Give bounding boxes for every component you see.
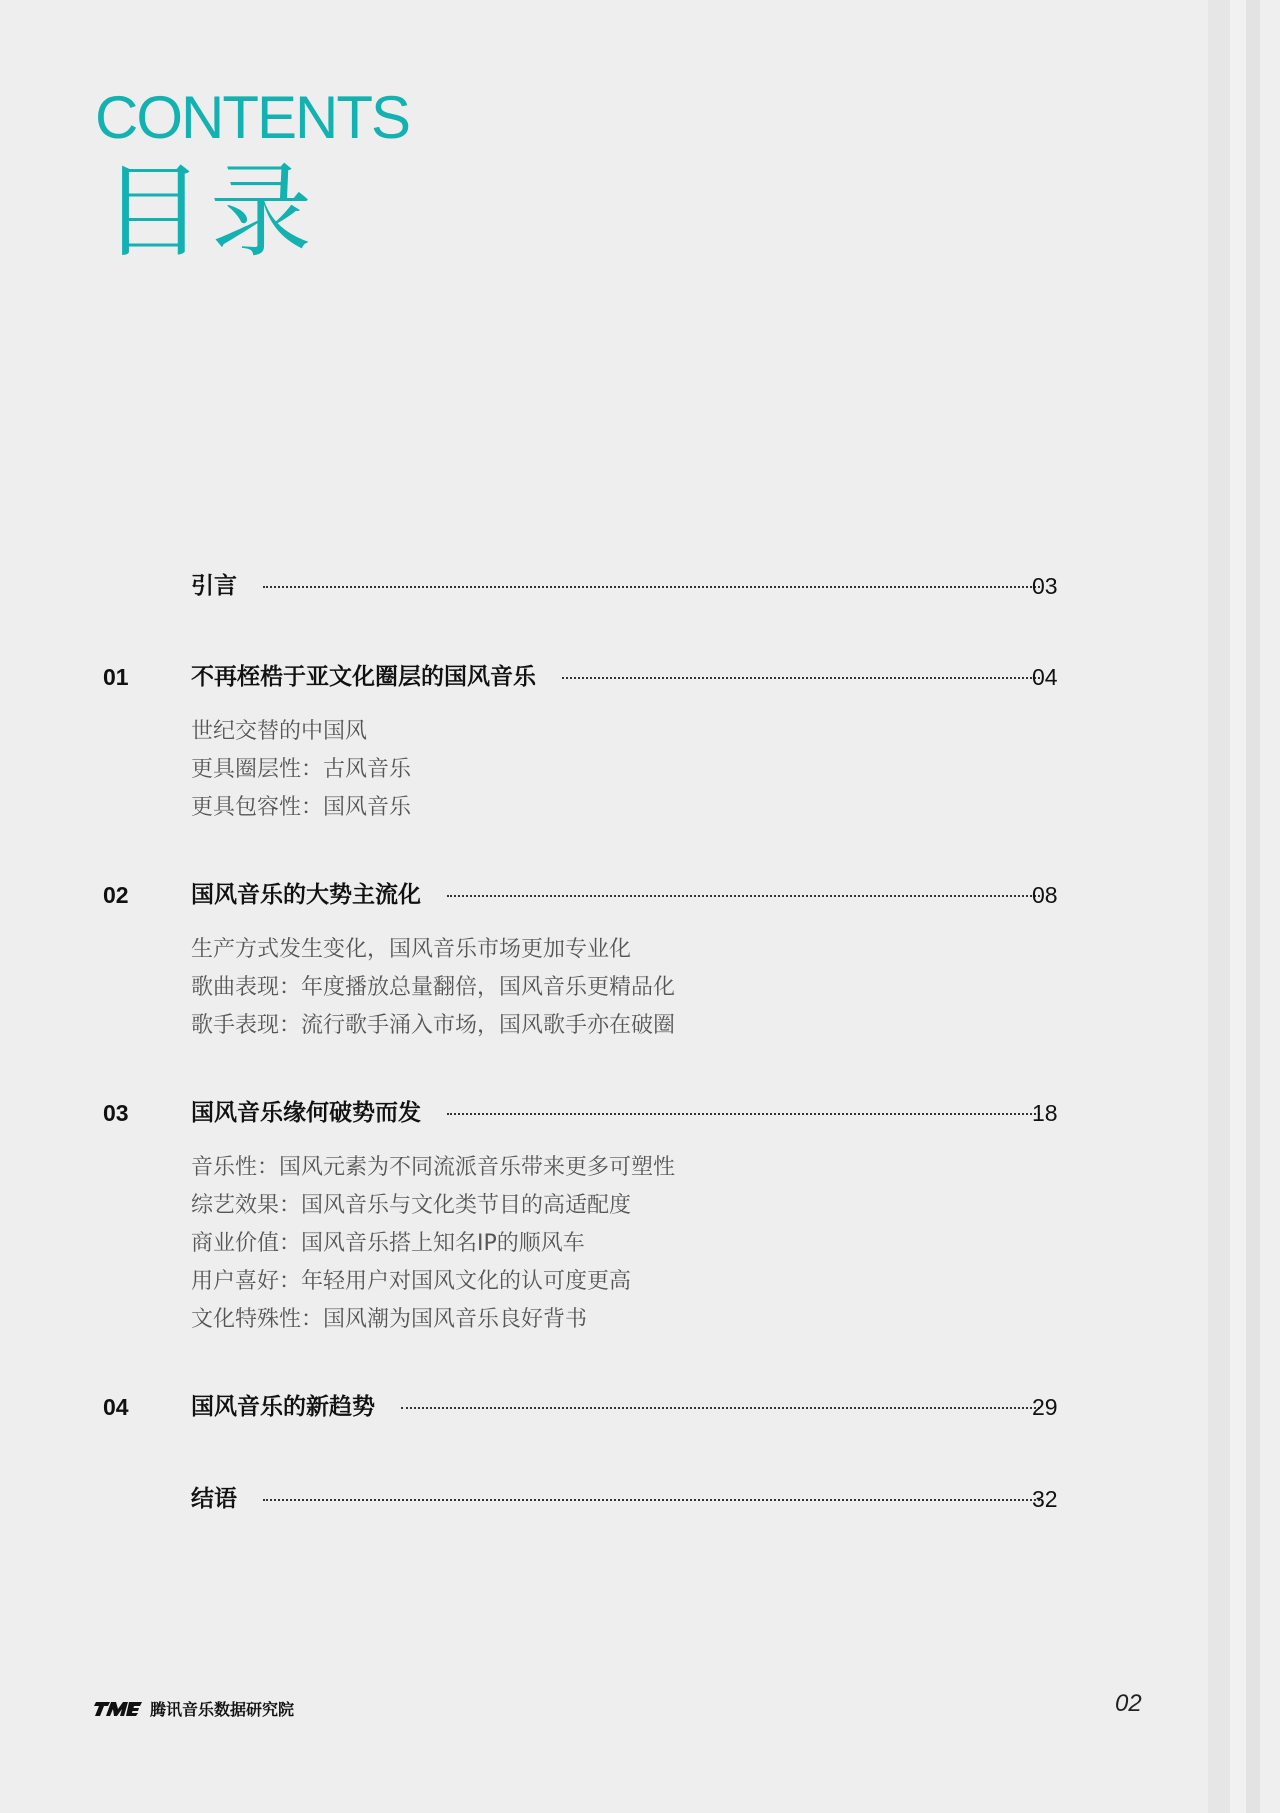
toc-entry-page: 08: [1032, 882, 1058, 908]
toc-entry-title: 引言: [191, 573, 237, 599]
toc-entry-conclusion[interactable]: [0, 1481, 1280, 1517]
dotted-leader: [401, 1407, 1040, 1409]
toc-entry-03[interactable]: [0, 1095, 1280, 1131]
toc-entry-title: 结语: [191, 1486, 237, 1512]
footer-logo: [94, 1697, 294, 1720]
toc-entry-title: 国风音乐的大势主流化: [191, 882, 421, 908]
toc-subsection[interactable]: 文化特殊性：国风潮为国风音乐良好背书: [191, 1307, 588, 1332]
toc-subsection[interactable]: 用户喜好：年轻用户对国风文化的认可度更高: [191, 1269, 632, 1294]
toc-subsection[interactable]: 更具圈层性：古风音乐: [191, 757, 412, 782]
toc-entry-page: 03: [1032, 573, 1058, 599]
toc-entry-number: 04: [103, 1394, 129, 1420]
dotted-leader: [263, 1499, 1040, 1501]
toc-entry-intro[interactable]: [0, 568, 1280, 604]
toc-entry-title: 国风音乐缘何破势而发: [191, 1100, 421, 1126]
toc-subsections-03: [191, 1149, 675, 1339]
toc-entry-page: 29: [1032, 1394, 1058, 1420]
toc-entry-02[interactable]: [0, 877, 1280, 913]
dotted-leader: [562, 677, 1040, 679]
toc-entry-04[interactable]: [0, 1389, 1280, 1425]
toc-entry-page: 04: [1032, 664, 1058, 690]
toc-subsections-01: [191, 713, 411, 827]
tme-logo-icon: [94, 1699, 142, 1719]
dotted-leader: [447, 1113, 1040, 1115]
dotted-leader: [447, 895, 1040, 897]
toc-entry-page: 18: [1032, 1100, 1058, 1126]
toc-subsection[interactable]: 更具包容性：国风音乐: [191, 795, 412, 820]
toc-subsection[interactable]: 音乐性：国风元素为不同流派音乐带来更多可塑性: [191, 1155, 676, 1180]
toc-subsection[interactable]: 歌手表现：流行歌手涌入市场，国风歌手亦在破圈: [191, 1013, 676, 1038]
dotted-leader: [263, 586, 1040, 588]
toc-entry-01[interactable]: [0, 659, 1280, 695]
contents-heading-cn: 目录: [102, 153, 318, 272]
toc-entry-number: 01: [103, 664, 129, 690]
toc-subsection[interactable]: 歌曲表现：年度播放总量翻倍，国风音乐更精品化: [191, 975, 676, 1000]
contents-heading-en: CONTENTS: [95, 84, 409, 151]
footer-brand-name: 腾讯音乐数据研究院: [150, 1700, 295, 1719]
toc-subsection[interactable]: 商业价值：国风音乐搭上知名IP的顺风车: [191, 1231, 585, 1256]
toc-subsection[interactable]: 生产方式发生变化，国风音乐市场更加专业化: [191, 937, 632, 962]
toc-entry-page: 32: [1032, 1486, 1058, 1512]
page-number: 02: [1115, 1690, 1142, 1717]
toc-entry-number: 03: [103, 1100, 129, 1126]
toc-subsections-02: [191, 931, 675, 1045]
toc-subsection[interactable]: 世纪交替的中国风: [191, 719, 368, 744]
toc-entry-title: 国风音乐的新趋势: [191, 1394, 375, 1420]
toc-entry-title: 不再桎梏于亚文化圈层的国风音乐: [191, 664, 536, 690]
toc-subsection[interactable]: 综艺效果：国风音乐与文化类节目的高适配度: [191, 1193, 632, 1218]
toc-entry-number: 02: [103, 882, 129, 908]
